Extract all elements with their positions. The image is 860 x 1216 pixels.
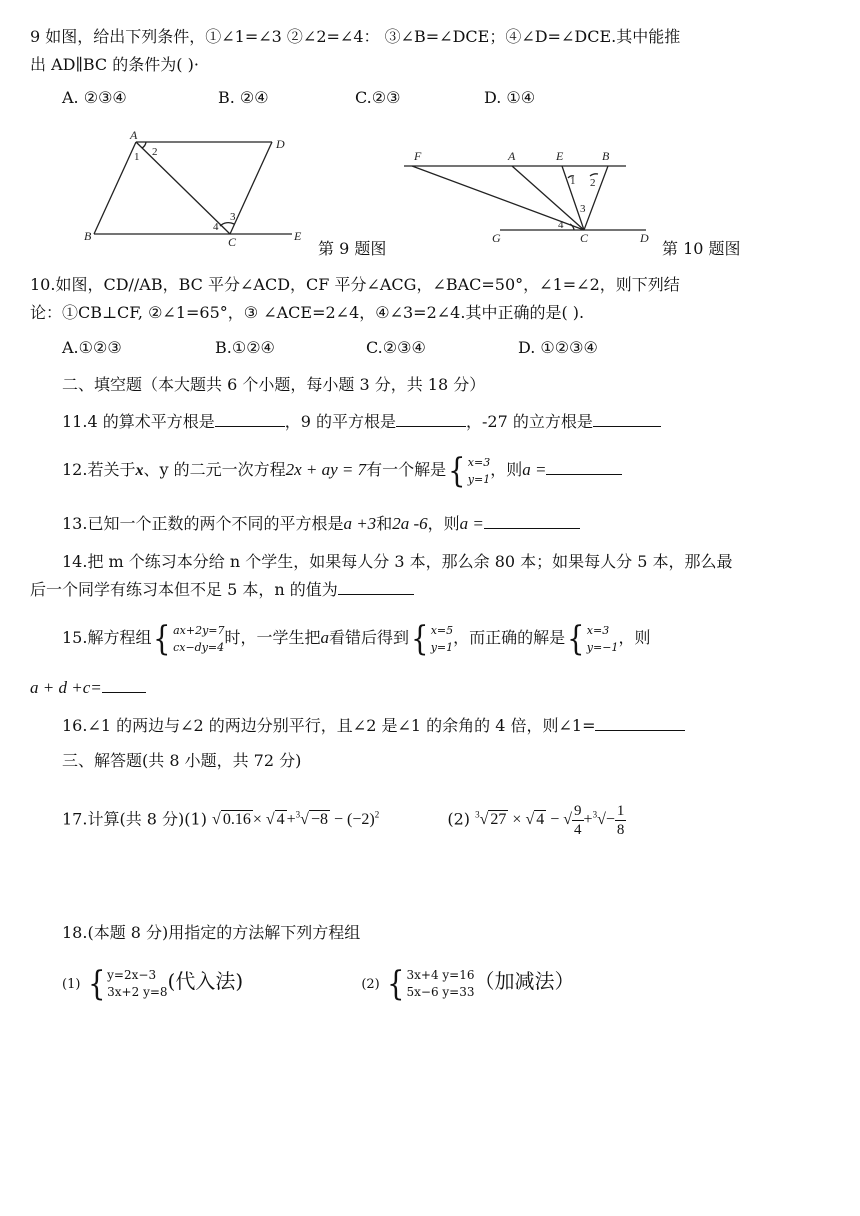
q15-blank[interactable] [102,676,146,693]
q10-option-c: C.②③④ [366,338,426,357]
q17-e1-cuberoot-arg: −8 [310,811,328,829]
q12-text-3: 有一个解是 [366,460,447,479]
fig10-angle-4: 4 [558,219,564,231]
fig10-label-g: G [492,231,501,245]
q9-option-b: B. ②④ [218,88,269,107]
q12-var-a: a = [522,460,547,479]
fig9-label-d: D [276,137,285,151]
q14-line2 [30,578,840,601]
q17-e1-plus: + [286,811,296,829]
q11 [62,410,840,433]
q13-text-1: 13.已知一个正数的两个不同的平方根是 [62,514,344,533]
q15-text-3: 看错后得到 [329,628,410,647]
fig9-label-a: A [130,128,138,142]
q15-brace-1: { [153,618,171,659]
q18-sys1-row1: y=2x−3 [107,967,157,982]
figure-9-diagram [80,128,320,248]
q15-text-1: 15.解方程组 [62,628,152,647]
q18-method-1: (代入法) [167,969,244,993]
q12-sys-row2: y=1 [467,472,491,486]
q9-line1: 9 如图，给出下列条件，①∠1=∠3 ②∠2=∠4： ③∠B=∠DCE；④∠D=∠DCE.其中能推 [30,27,681,46]
q17-expression-1: √ 0.16 × √ $4 +^3√ -8 - (-2)^2$ [212,810,380,829]
fig9-angle-4: 4 [213,221,219,233]
q13-text-3: ，则 [427,514,460,533]
q15-text-4: ，而正确的解是 [453,628,566,647]
q14-line2-text: 后一个同学有练习本但不足 5 本，n 的值为 [30,580,338,599]
q15-wrong-row2: y=1 [430,640,454,654]
q17-e2-cuberoot-arg: 27 [490,811,507,829]
q15-sys-row2: cx−dy=4 [173,640,225,654]
figure-9-caption: 第 9 题图 [318,239,387,258]
q17 [62,790,840,840]
q16 [62,714,840,737]
q12-brace: { [448,450,466,491]
q10-option-a: A.①②③ [62,338,122,357]
q17-e1-minus-term: − (−2) [329,811,375,829]
q9-option-c: C.②③ [355,88,401,107]
q10-line1: 10.如图，CD//AB，BC 平分∠ACD，CF 平分∠ACG，∠BAC=50°，∠1=∠2，则下列结 [30,275,680,294]
q18-brace-1: { [87,963,105,1004]
q17-part2-label: (2) [447,809,471,829]
fig10-label-a: A [508,149,516,163]
q11-text-2: ，9 的平方根是 [284,412,396,431]
section-2-heading: 二、填空题（本大题共 6 个小题，每小题 3 分，共 18 分） [62,375,486,394]
q15-var-a: a [320,628,330,647]
q15 [62,618,840,658]
q11-blank-3[interactable] [593,410,661,427]
q15-correct-solution [587,622,619,656]
fig9-angle-2: 2 [152,146,158,158]
q17-e1-sqrt-arg: 0.16 [222,811,251,829]
q14-blank[interactable] [338,578,414,595]
q13-expr-1: a +3 [343,514,377,533]
q18-part1-label: (1) [62,977,81,992]
fig9-angle-1: 1 [134,151,140,163]
q15-wrong-solution [431,622,453,656]
q10-option-b: B.①②④ [215,338,275,357]
fig10-label-b: B [602,149,610,163]
q17-e2-times: × [508,811,526,829]
q10-option-d: D. ①②③④ [518,338,598,357]
q17-e2-minus: − [546,811,564,829]
q18-title: 18.(本题 8 分)用指定的方法解下列方程组 [62,923,361,942]
q17-e2-cuberoot-index-2: 3 [592,810,598,820]
q14-line1: 14.把 m 个练习本分给 n 个学生，如果每人分 3 本，那么余 80 本；如果每人分 5 本，那么最 [62,552,733,571]
q15-text-2: 时，一学生把 [224,628,321,647]
q15-text-5: ，则 [618,628,651,647]
fig10-angle-3: 3 [580,203,586,215]
q12-sys-row1: x=3 [467,455,491,469]
q18-system-2 [406,967,474,1001]
q17-e2-frac1-den: 4 [574,822,582,839]
q17-expression-2: $^3$√ 27 × √ 4 − √ $\frac{9}{4}$ +$^3$√− $\frac{1}{8}$ [475,803,625,839]
q17-e2-neg: − [605,811,615,829]
q12-text-2: 、y 的二元一次方程 [143,460,286,479]
figure-10-caption: 第 10 题图 [662,239,741,258]
q17-e1-sqrt4: 4 [276,811,285,829]
q13-var-a: a = [459,514,484,533]
q16-blank[interactable] [595,714,685,731]
q15-brace-3: { [567,618,585,659]
q18-brace-2: { [387,963,405,1004]
fig10-label-f: F [414,149,422,163]
q15-sys-row1: ax+2y=7 [173,623,225,637]
q18-part2-label: (2) [361,977,380,992]
q18-systems [62,958,840,1004]
q17-prefix: 17.计算(共 8 分)(1) [62,809,207,829]
q17-e2-sqrt4: 4 [536,811,545,829]
q18-sys2-row2: 5x−6 y=33 [406,984,475,999]
q18-sys2-row1: 3x+4 y=16 [406,967,475,982]
q11-text-1: 11.4 的算术平方根是 [62,412,215,431]
fig10-label-d: D [640,231,649,245]
q17-e2-frac1-num: 9 [574,803,582,820]
fig10-label-e: E [556,149,564,163]
fig9-angle-3: 3 [230,211,236,223]
q15-wrong-row1: x=5 [430,623,454,637]
q12-text-4: ，则 [490,460,523,479]
q15-brace-2: { [411,618,429,659]
q11-text-3: ，-27 的立方根是 [466,412,593,431]
fig10-angle-1: 1 [570,175,576,187]
q13-expr-2: 2a -6 [392,514,428,533]
q12 [62,450,840,490]
q12-blank[interactable] [546,458,622,475]
q11-blank-1[interactable] [215,410,285,427]
q17-e2-fraction-2 [615,802,627,839]
q17-e2-frac2-num: 1 [616,803,625,820]
q18-sys1-row2: 3x+2 y=8 [107,984,168,999]
fig9-label-e: E [294,229,302,243]
fig10-label-c: C [580,231,589,245]
q17-e2-cuberoot-index: 3 [475,810,480,820]
q13-text-2: 和 [376,514,393,533]
fig10-angle-2: 2 [590,177,596,189]
figure-10-diagram [400,146,660,246]
q13 [62,512,840,535]
fig9-label-c: C [228,235,237,248]
q12-system [468,454,490,488]
q12-var-x: x [135,462,144,479]
q17-e2-frac2-den: 8 [616,822,625,839]
fig9-label-b: B [84,229,92,243]
q15-line2-text: a + d +c= [30,678,102,697]
q12-text-1: 12.若关于 [62,460,136,479]
q17-e1-cuberoot-index: 3 [295,810,301,820]
q13-blank[interactable] [484,512,580,529]
q17-e1-times: × [252,811,266,829]
q15-correct-row1: x=3 [586,623,610,637]
q9-line2: 出 AD∥BC 的条件为( )· [30,55,199,74]
q9-option-a: A. ②③④ [62,88,127,107]
q12-equation: 2x + ay = 7 [285,460,367,479]
q15-line2 [30,676,840,699]
q10-line2: 论：①CB⊥CF, ②∠1=65°，③ ∠ACE=2∠4，④∠3=2∠4.其中正确的是( ). [30,303,585,322]
q18-method-2: （加减法） [474,969,575,993]
section-3-heading: 三、解答题(共 8 小题，共 72 分) [62,751,302,770]
q17-e2-fraction-1 [572,802,584,839]
q17-e2-plus: + [583,811,593,829]
q18-system-1 [107,967,167,1001]
q9-option-d: D. ①④ [484,88,536,107]
q16-text: 16.∠1 的两边与∠2 的两边分别平行，且∠2 是∠1 的余角的 4 倍，则∠1= [62,716,596,735]
q15-correct-row2: y=−1 [586,640,619,654]
q15-system [173,622,224,656]
q11-blank-2[interactable] [396,410,466,427]
q17-e1-exponent: 2 [374,810,380,820]
